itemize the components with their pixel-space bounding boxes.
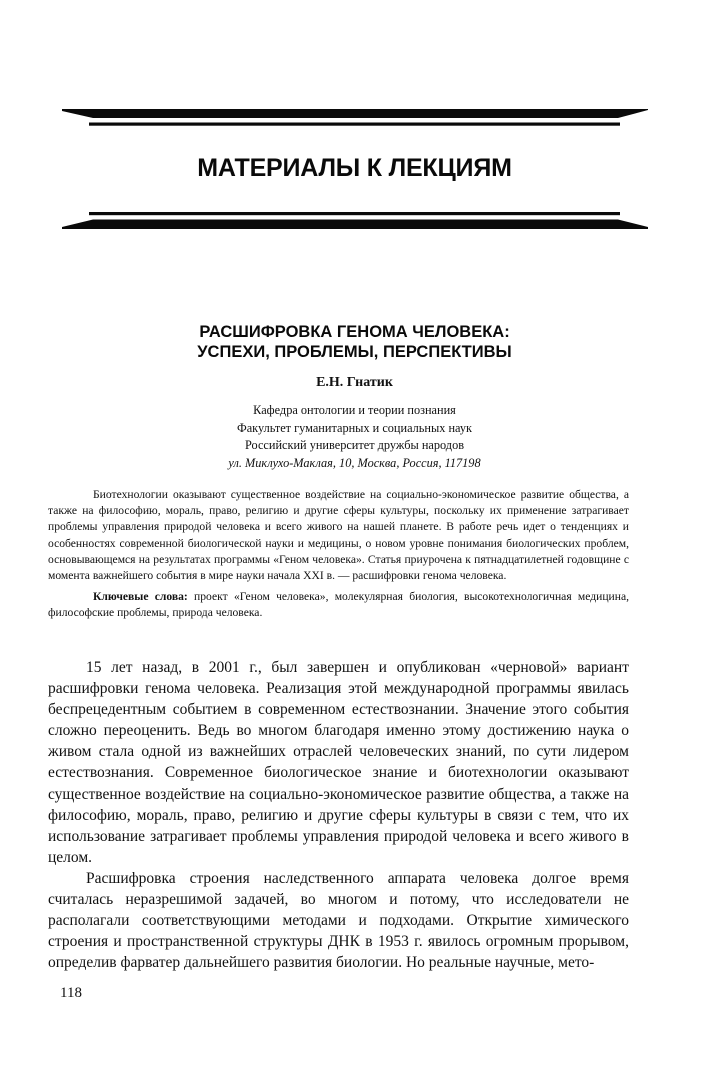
top-thin-rule (89, 123, 620, 126)
bottom-thin-rule (89, 212, 620, 215)
article-title (0, 322, 709, 362)
body-paragraph: Расшифровка строения наследственного аппарата человека долгое время считалась неразрешимой задачей, во многом и потому, что исследователи не располагали соответствующими методами и подходами. Открытие химического строения и пространственной структуры ДНК в 1953 г. явилось огромным прорывом, определив фарватер дальнейшего развития биологии. Но реальные научные, мето- (48, 869, 629, 972)
article-body (48, 657, 629, 973)
top-thick-rule (62, 109, 648, 118)
affiliation-university: Российский университет дружбы народов (244, 438, 465, 452)
section-banner-rules (0, 0, 709, 240)
bottom-thick-rule (62, 220, 648, 230)
body-paragraph: 15 лет назад, в 2001 г., был завершен и опубликован «черновой» вариант расшифровки генома человека. Реализация этой международной программы явилась беспрецедентным событием в современном естествознании. Значение этого события сложно переоценить. Ведь во многом благодаря именно этому достижению наука о живом стала одной из важнейших отраслей человеческих знаний, по сути лидером естествознания. Современное биологическое знание и биотехнологии оказывают существенное воздействие на социально-экономическое развитие общества, а также на философию, мораль, право, религию и другие сферы культуры в связи с тем, что их использование затрагивает проблемы управления природой человека и всего живого в целом. (48, 659, 629, 866)
keywords-label: Ключевые слова: (93, 590, 188, 604)
author-name: Е.Н. Гнатик (316, 375, 393, 390)
abstract-text: Биотехнологии оказывают существенное воздействие на социально-экономическое развитие общества, а также на философию, мораль, право, религию и другие сферы культуры, поскольку их применение затрагивает проблемы управления природой человека и всего живого на нашей планете. В работе речь идет о тенденциях и особенностях современной биологической науки и медицины, о новом уровне понимания биологических проблем, основывающемся на результатах программы «Геном человека». Статья приурочена к пятнадцатилетней годовщине с момента важнейшего события в мире науки начала XXI в. — расшифровки генома человека. (48, 488, 629, 583)
section-heading: МАТЕРИАЛЫ К ЛЕКЦИЯМ (197, 154, 512, 182)
article-title-line-2: УСПЕХИ, ПРОБЛЕМЫ, ПЕРСПЕКТИВЫ (197, 343, 512, 361)
author-affiliation (0, 402, 709, 472)
keywords (48, 589, 629, 621)
affiliation-faculty: Факультет гуманитарных и социальных наук (236, 420, 472, 435)
abstract-block (48, 487, 629, 622)
affiliation-department: Кафедра онтологии и теории познания (253, 403, 456, 417)
keywords-list: проект «Геном человека», молекулярная биология, высокотехнологичная медицина, философские проблемы, природа человека. (48, 590, 630, 620)
article-title-line-1: РАСШИФРОВКА ГЕНОМА ЧЕЛОВЕКА: (199, 323, 510, 341)
affiliation-address: ул. Миклухо-Маклая, 10, Москва, Россия, 117198 (228, 455, 481, 470)
page-number: 118 (60, 985, 82, 1001)
